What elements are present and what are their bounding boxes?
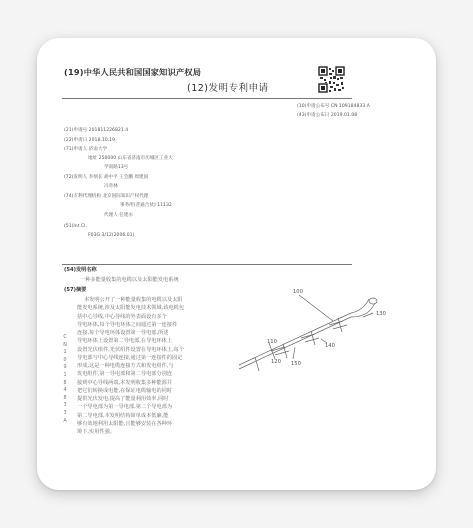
publication-number: (10)申请公布号 CN 109184833 A [297, 104, 370, 109]
figure-label-150: 150 [291, 361, 301, 367]
abstract-line: 设置光伏组件,光伏组件设置在导电环体上,每个 [77, 346, 185, 353]
abstract-line: 导电环体,每个导电环体之间通过第一连接件 [77, 321, 178, 328]
application-number: (21)申请号 201811226821.4 [64, 128, 129, 133]
abstract-line: 提供光伏发电,提高了能量利用效率,同时 [77, 396, 169, 402]
side-publication-number: CN 109184833 A [63, 335, 67, 424]
invention-title: 一种多能量收集的电缆以及太阳能发电系统 [80, 277, 179, 283]
header-divider [62, 98, 352, 99]
abstract-line: 接到中心导线两端,本发明收集多种能源并 [77, 379, 173, 386]
figure-label-130: 130 [376, 311, 386, 317]
abstract-line: 连接,每个导电环体设置第一导电部,所述 [77, 330, 169, 336]
patent-agency: (74)专利代理机构 北京国际知识产权代理 [64, 194, 149, 199]
abstract-line: 第二导电部,本发明结构简单成本低廉,能 [77, 412, 169, 419]
abstract-line: 括中心导线,中心导线的外表面设有多个 [77, 313, 167, 320]
int-cl-label: (51)Int.Cl. [64, 224, 87, 229]
figure-label-100: 100 [293, 289, 303, 295]
applicant: (71)申请人 济南大学 [64, 147, 108, 152]
abstract-line: 一个导电部为第一导电部,第二个导电部为 [77, 404, 173, 411]
filing-date: (22)申请日 2018.10.19 [64, 138, 115, 143]
applicant-address-cont: 学南路13号 [104, 165, 129, 170]
cable-drawing [239, 295, 377, 371]
abstract-line: 能发电系统,涉及太阳能发电技术领域,该电缆包 [77, 305, 185, 312]
abstract-line: 把它们转换成电能,在保证电缆输电的同时 [77, 387, 173, 394]
figure-label-110: 110 [267, 339, 277, 345]
abstract-line: 导电环体上设置第二导电部,在导电环体上 [77, 338, 173, 345]
abstract-line: 够有效地利用太阳能,且能够安装在各种环 [77, 420, 173, 427]
abstract-figure [235, 283, 395, 378]
abstract-divider [62, 264, 352, 265]
title-label: (54)发明名称 [64, 267, 97, 273]
applicant-address: 地址 250000 山东省济南市历城区工业大 [88, 156, 173, 161]
publication-date: (43)申请公布日 2019.01.08 [297, 113, 358, 118]
abstract-line: 形成,这是一种电缆连接方式和发电组件,与 [77, 363, 174, 369]
patent-agent: 代理人 任建永 [104, 213, 134, 218]
figure-label-120: 120 [271, 359, 281, 365]
inventors-cont: 冯奇林 [104, 184, 118, 189]
abstract-line: 境下,实用性强。 [77, 429, 115, 435]
inventors: (72)发明人 李炳长 胡中平 王会鹏 周建国 [64, 175, 149, 180]
figure-label-140: 140 [325, 343, 335, 349]
abstract-line: 导电部与中心导线连接,通过第一连接件的固定 [77, 354, 183, 361]
abstract-label: (57)摘要 [64, 287, 87, 293]
patent-office-header: (19)中华人民共和国国家知识产权局 [64, 67, 202, 77]
qr-code-icon [318, 66, 345, 93]
abstract-line: 本发明公开了一种能量收集的电缆以及太阳 [84, 297, 183, 303]
abstract-line: 发电组件,第一导电部和第二导电部分别连 [77, 371, 173, 378]
ipc-code: F03G 3/12(2006.01) [88, 233, 135, 238]
publication-type-title: (12)发明专利申请 [187, 83, 269, 94]
patent-agency-cont: 事务所(普通合伙) 11132 [120, 203, 172, 208]
